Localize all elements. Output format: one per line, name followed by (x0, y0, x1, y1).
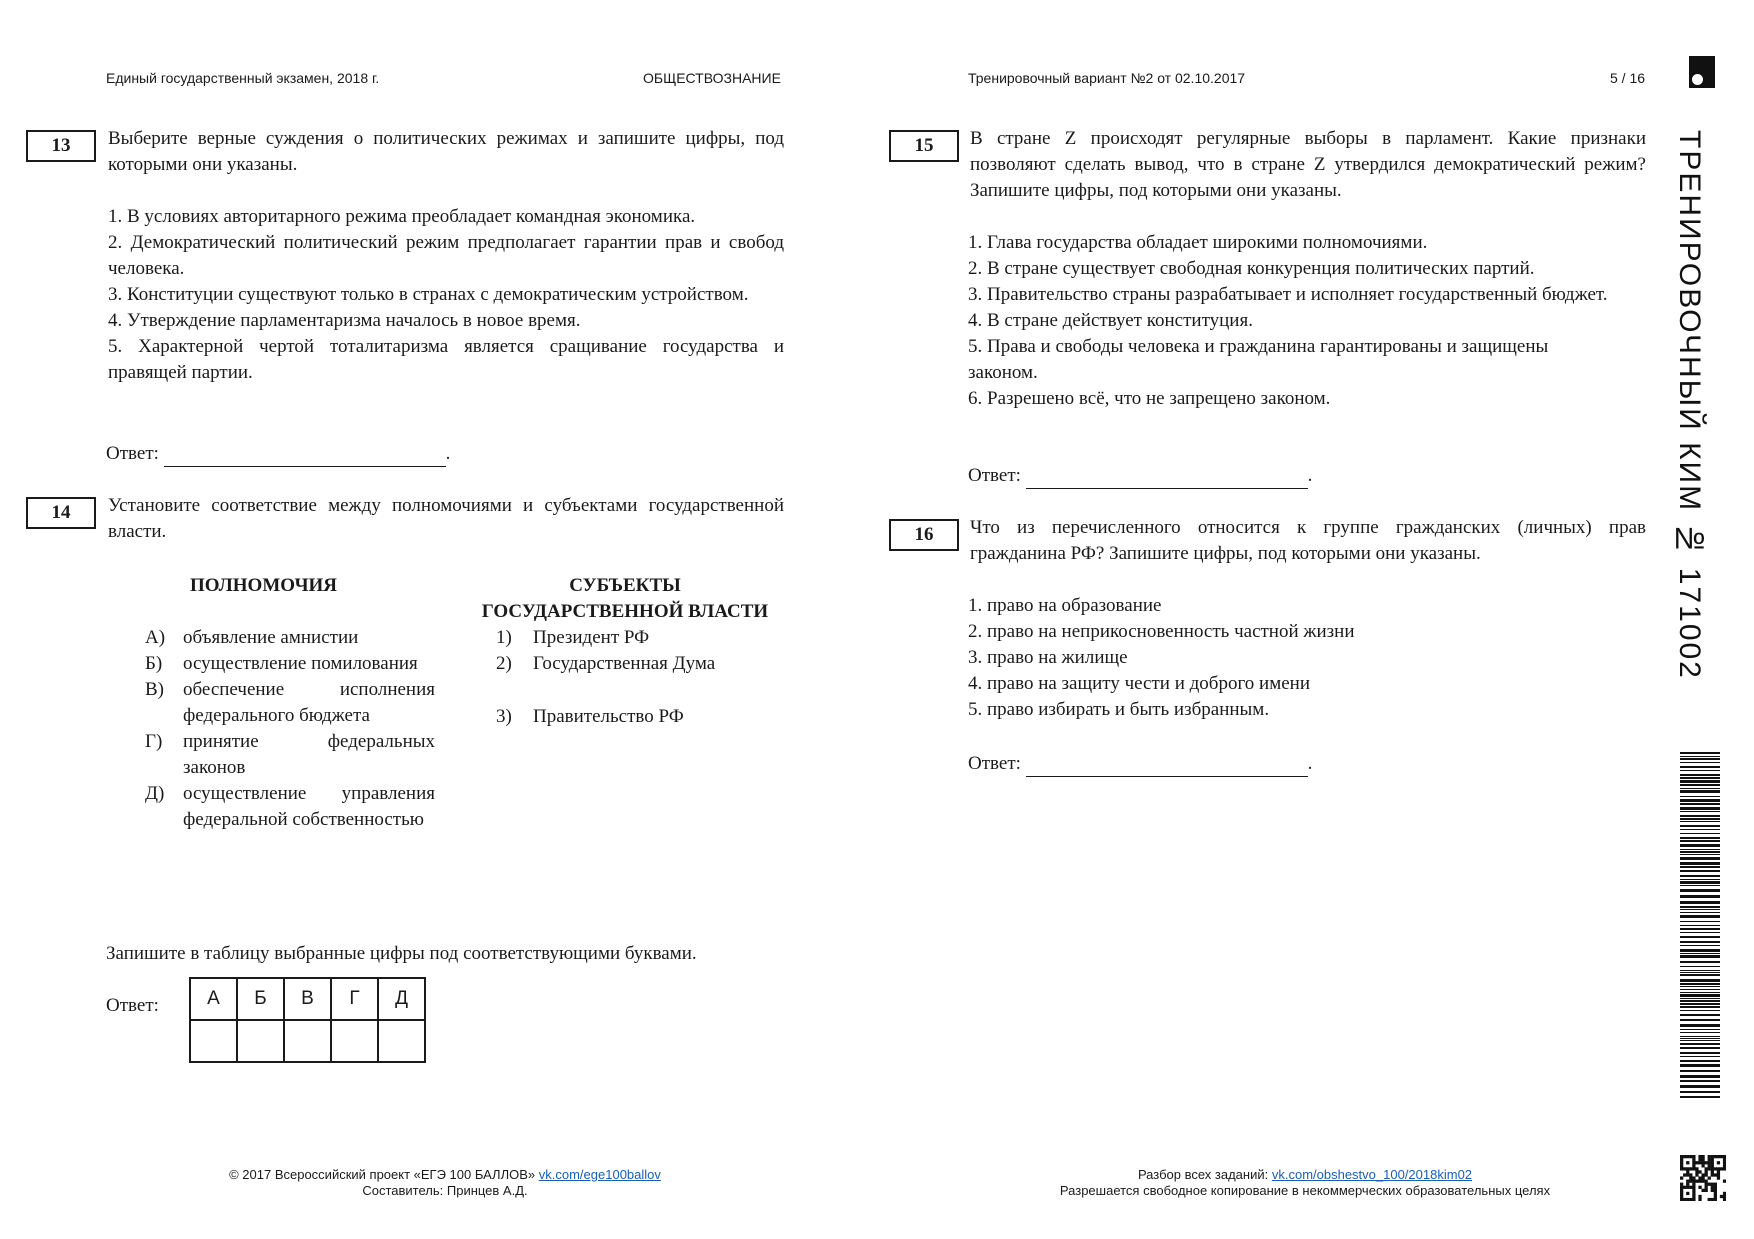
question-14-number: 14 (26, 497, 96, 529)
subject-number: 3) (496, 706, 512, 727)
subject-text: Правительство РФ (533, 706, 684, 727)
footer-analysis-text: Разбор всех заданий: (1137, 1167, 1269, 1182)
answer-cell[interactable] (331, 1020, 378, 1062)
answer-cell[interactable] (378, 1020, 425, 1062)
power-letter: А) (145, 627, 166, 648)
footer-project-text: © 2017 Всероссийский проект «ЕГЭ 100 БАЛЛОВ» (229, 1167, 536, 1182)
question-16-items (968, 593, 1608, 723)
answer-line-15[interactable] (1026, 468, 1308, 489)
footer-right (1000, 1167, 1610, 1199)
power-letter: Б) (145, 653, 163, 674)
question-15-answer: Ответ: . (968, 463, 1312, 489)
answer-table-letter: Д (378, 978, 425, 1020)
answer-label: Ответ: (106, 995, 159, 1016)
list-item: 4. Утверждение парламентаризма началось в новое время. (108, 310, 581, 331)
footer-author: Составитель: Принцев А.Д. (362, 1183, 528, 1198)
answer-table-input-row (190, 1020, 425, 1062)
subjects-title-line-1: СУБЪЕКТЫ (569, 575, 681, 596)
question-13-items (108, 204, 784, 386)
power-text: осуществление помилования (183, 653, 418, 674)
footer-project-link[interactable]: vk.com/ege100ballov (538, 1167, 661, 1182)
list-item: 3. Конституции существуют только в странах с демократическим устройством. (108, 284, 749, 305)
answer-cell[interactable] (190, 1020, 237, 1062)
subject-number: 2) (496, 653, 512, 674)
list-item: 2. Демократический политический режим предполагает гарантии прав и свобод человека. (108, 232, 784, 279)
power-letter: В) (145, 679, 164, 700)
answer-table-letter: Б (237, 978, 284, 1020)
power-text: объявление амнистии (183, 627, 359, 648)
list-item: 4. В стране действует конституция. (968, 310, 1253, 331)
list-item: 4. право на защиту чести и доброго имени (968, 673, 1310, 694)
header-variant: Тренировочный вариант №2 от 02.10.2017 (968, 70, 1246, 86)
question-13-number: 13 (26, 130, 96, 162)
power-letter: Г) (145, 731, 163, 752)
question-13-prompt: Выберите верные суждения о политических режимах и запишите цифры, под которыми они указаны. (108, 128, 784, 175)
footer-analysis-link[interactable]: vk.com/obshestvo_100/2018kim02 (1271, 1167, 1473, 1182)
power-text: обеспечение исполнения федерального бюджета (183, 679, 435, 726)
question-14-instruction: Запишите в таблицу выбранные цифры под соответствующими буквами. (106, 943, 697, 964)
answer-cell[interactable] (284, 1020, 331, 1062)
power-row-d (145, 781, 435, 833)
answer-label: Ответ: (968, 465, 1021, 486)
subject-row-1 (496, 625, 649, 651)
power-text: осуществление управления федеральной собственностью (183, 783, 435, 830)
list-item: 5. Характерной чертой тоталитаризма является сращивание государства и правящей партии. (108, 336, 784, 383)
list-item: 6. Разрешено всё, что не запрещено законом. (968, 388, 1331, 409)
question-14-prompt: Установите соответствие между полномочиями и субъектами государственной власти. (108, 495, 784, 542)
answer-table-letter: Г (331, 978, 378, 1020)
power-row-g (145, 729, 435, 781)
answer-table-header (190, 978, 425, 1020)
footer-project-line (150, 1167, 740, 1183)
question-15-items (968, 230, 1608, 412)
power-row-b (145, 651, 435, 677)
question-16-answer: Ответ: . (968, 751, 1312, 777)
list-item: 2. право на неприкосновенность частной жизни (968, 621, 1355, 642)
powers-column-title: ПОЛНОМОЧИЯ (190, 575, 338, 596)
answer-cell[interactable] (237, 1020, 284, 1062)
list-item: 5. Права и свободы человека и гражданина гарантированы и защищены законом. (968, 336, 1549, 383)
power-row-a (145, 625, 435, 651)
answer-line-13[interactable] (164, 446, 446, 467)
question-13-answer: Ответ: . (106, 441, 450, 467)
question-15-prompt: В стране Z происходят регулярные выборы в парламент. Какие признаки позволяют сделать вывод, что в стране Z утвердился демократический режим? Запишите цифры, под которыми они указаны. (970, 128, 1646, 201)
subjects-title-line-2: ГОСУДАРСТВЕННОЙ ВЛАСТИ (481, 601, 769, 622)
answer-label: Ответ: (106, 443, 159, 464)
header-subject: ОБЩЕСТВОЗНАНИЕ (643, 70, 781, 86)
list-item: 1. Глава государства обладает широкими полномочиями. (968, 232, 1428, 253)
answer-line-16[interactable] (1026, 756, 1308, 777)
header-exam-title: Единый государственный экзамен, 2018 г. (106, 70, 380, 86)
question-16-prompt: Что из перечисленного относится к группе гражданских (личных) прав гражданина РФ? Запишите цифры, под которыми они указаны. (970, 517, 1646, 564)
list-item: 3. Правительство страны разрабатывает и исполняет государственный бюджет. (968, 284, 1608, 305)
answer-table-14 (189, 977, 426, 1063)
qr-code-icon (1680, 1155, 1726, 1201)
power-letter: Д) (145, 783, 165, 804)
side-title: ТРЕНИРОВОЧНЫЙ КИМ № 171002 (1673, 130, 1706, 680)
powers-list (145, 625, 435, 833)
list-item: 1. право на образование (968, 595, 1162, 616)
footer-left (150, 1167, 740, 1199)
power-row-v (145, 677, 435, 729)
footer-analysis-line (1000, 1167, 1610, 1183)
list-item: 1. В условиях авторитарного режима преобладает командная экономика. (108, 206, 696, 227)
subject-text: Президент РФ (533, 627, 650, 648)
corner-mark-icon (1689, 56, 1715, 88)
header-page-number: 5 / 16 (1610, 70, 1646, 86)
answer-table-letter: А (190, 978, 237, 1020)
power-text: принятие федеральных законов (183, 731, 435, 778)
footer-copy-note: Разрешается свободное копирование в некоммерческих образовательных целях (1059, 1183, 1551, 1198)
subject-text: Государственная Дума (533, 653, 716, 674)
list-item: 3. право на жилище (968, 647, 1128, 668)
subject-row-3 (496, 704, 684, 730)
question-15-number: 15 (889, 130, 959, 162)
answer-table-letter: В (284, 978, 331, 1020)
subject-row-2 (496, 651, 715, 677)
barcode-icon (1680, 752, 1720, 1100)
answer-label: Ответ: (968, 753, 1021, 774)
subjects-column-title (460, 573, 790, 625)
list-item: 5. право избирать и быть избранным. (968, 699, 1270, 720)
list-item: 2. В стране существует свободная конкуренция политических партий. (968, 258, 1535, 279)
subject-number: 1) (496, 627, 512, 648)
question-16-number: 16 (889, 519, 959, 551)
